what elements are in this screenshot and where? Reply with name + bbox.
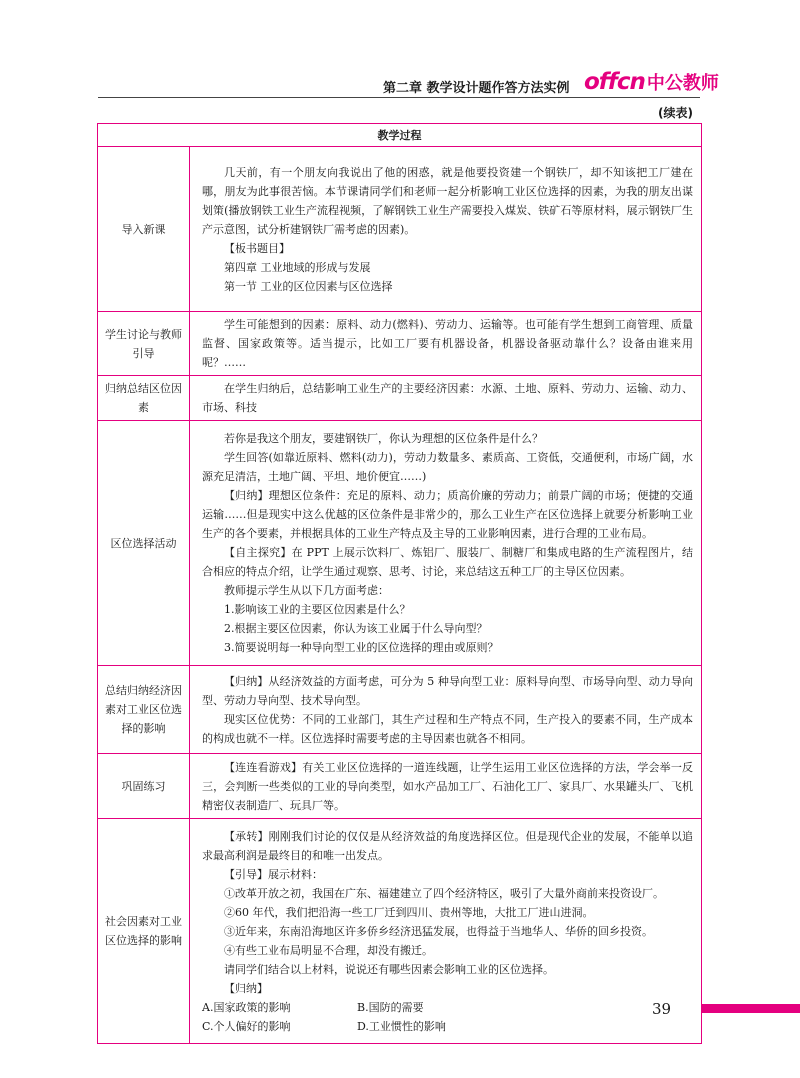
brand-logo-text: offcn <box>584 69 645 95</box>
option-d: D.工业惯性的影响 <box>357 1019 446 1033</box>
table-row <box>98 666 702 754</box>
options-line <box>202 998 693 1017</box>
paragraph: 现实区位优势：不同的工业部门，其生产过程和生产特点不同，生产投入的要素不同，生产成本的构成也就不一样。区位选择时需要考虑的主导因素也就各不相同。 <box>202 712 693 745</box>
paragraph: 【板书题目】 <box>224 241 290 255</box>
header-rule <box>98 97 700 98</box>
table-row <box>98 312 702 376</box>
table-row <box>98 819 702 1044</box>
continued-label: (续表) <box>658 106 693 120</box>
row-content <box>190 147 702 312</box>
brand-logo-cn: 中公教师 <box>646 73 719 94</box>
row-label: 学生讨论与教师引导 <box>98 312 190 376</box>
paragraph: 学生回答(如靠近原料、燃料(动力)，劳动力数量多、素质高、工资低，交通便利，市场广阔，水源充足清洁，土地广阔、平坦、地价便宜……) <box>202 451 693 483</box>
option-b: B.国防的需要 <box>357 1000 424 1014</box>
table-row <box>98 754 702 819</box>
row-content <box>190 666 702 754</box>
teaching-process-table <box>97 123 702 1044</box>
paragraph: 【归纳】 <box>224 981 268 995</box>
page-accent-bar <box>701 1004 800 1013</box>
paragraph: ③近年来，东南沿海地区许多侨乡经济迅猛发展，也得益于当地华人、华侨的回乡投资。 <box>224 924 653 938</box>
table-header: 教学过程 <box>98 124 702 147</box>
paragraph: 【归纳】理想区位条件：充足的原料、动力；质高价廉的劳动力；前景广阔的市场；便捷的交通运输……但是现实中这么优越的区位条件是非常少的，那么工业生产在区位选择上就要分析影响工业生产的各个要素，并根据具体的工业生产特点及主导的工业影响因素，进行合理的工业布局。 <box>202 489 693 540</box>
row-content <box>190 376 702 421</box>
row-content <box>190 819 702 1044</box>
row-label: 导入新课 <box>98 147 190 312</box>
row-label: 巩固练习 <box>98 754 190 819</box>
paragraph: 2.根据主要区位因素，你认为该工业属于什么导向型？ <box>224 622 488 635</box>
paragraph: ④有些工业布局明显不合理，却没有搬迁。 <box>224 943 433 957</box>
row-content <box>190 312 702 376</box>
row-label: 社会因素对工业区位选择的影响 <box>98 819 190 1044</box>
table-row <box>98 147 702 312</box>
paragraph: ②60 年代，我们把沿海一些工厂迁到四川、贵州等地，大批工厂进山进洞。 <box>224 905 594 919</box>
paragraph: 第一节 工业的区位因素与区位选择 <box>224 279 393 293</box>
paragraph: 【引导】展示材料： <box>224 867 323 881</box>
paragraph: 【自主探究】在 PPT 上展示饮料厂、炼铝厂、服装厂、制糖厂和集成电路的生产流程图片，结合相应的特点介绍，让学生通过观察、思考、讨论，来总结这五种工厂的主导区位因素。 <box>202 546 693 578</box>
paragraph: 在学生归纳后，总结影响工业生产的主要经济因素：水源、土地、原料、劳动力、运输、动力、市场、科技 <box>202 382 693 414</box>
paragraph: 【连连看游戏】有关工业区位选择的一道连线题，让学生运用工业区位选择的方法，学会举一反三，会判断一些类似的工业的导向类型，如水产品加工厂、石油化工厂、家具厂、水果罐头厂、飞机精密仪表制造厂、玩具厂等。 <box>202 760 693 812</box>
brand-logo <box>584 69 719 95</box>
paragraph: 【承转】刚刚我们讨论的仅仅是从经济效益的角度选择区位。但是现代企业的发展，不能单以追求最高利润是最终目的和唯一出发点。 <box>202 829 693 862</box>
row-label: 总结归纳经济因素对工业区位选择的影响 <box>98 666 190 754</box>
row-label: 区位选择活动 <box>98 421 190 666</box>
table-row <box>98 421 702 666</box>
row-label: 归纳总结区位因素 <box>98 376 190 421</box>
paragraph: 第四章 工业地域的形成与发展 <box>224 260 371 274</box>
row-content <box>190 421 702 666</box>
paragraph: 1.影响该工业的主要区位因素是什么？ <box>224 603 411 616</box>
options-line <box>202 1017 693 1036</box>
option-a: A.国家政策的影响 <box>202 1000 291 1014</box>
chapter-title: 第二章 教学设计题作答方法实例 <box>383 81 570 96</box>
paragraph: 3.简要说明每一种导向型工业的区位选择的理由或原则？ <box>224 641 499 654</box>
paragraph: 若你是我这个朋友，要建钢铁厂，你认为理想的区位条件是什么？ <box>224 432 543 445</box>
table-row <box>98 376 702 421</box>
paragraph: 几天前，有一个朋友向我说出了他的困惑，就是他要投资建一个钢铁厂，却不知该把工厂建在哪，朋友为此事很苦恼。本节课请同学们和老师一起分析影响工业区位选择的因素，为我的朋友出谋划策(播放钢铁工业生产流程视频，了解钢铁工业生产需要投入煤炭、铁矿石等原材料，展示钢铁厂生产示意图，试分析建钢铁厂需考虑的因素)。 <box>202 165 693 236</box>
paragraph: ①改革开放之初，我国在广东、福建建立了四个经济特区，吸引了大量外商前来投资设厂。 <box>224 886 664 900</box>
paragraph: 教师提示学生从以下几方面考虑： <box>224 584 389 597</box>
paragraph: 【归纳】从经济效益的方面考虑，可分为 5 种导向型工业：原料导向型、市场导向型、动力导向型、劳动力导向型、技术导向型。 <box>202 674 693 707</box>
paragraph: 请同学们结合以上材料，说说还有哪些因素会影响工业的区位选择。 <box>224 962 554 976</box>
option-c: C.个人偏好的影响 <box>202 1019 291 1033</box>
paragraph: 学生可能想到的因素：原料、动力(燃料)、劳动力、运输等。也可能有学生想到工商管理、质量监督、国家政策等。适当提示，比如工厂要有机器设备，机器设备驱动靠什么？设备由谁来用呢？…… <box>202 318 693 369</box>
page-number: 39 <box>652 1000 672 1018</box>
row-content <box>190 754 702 819</box>
